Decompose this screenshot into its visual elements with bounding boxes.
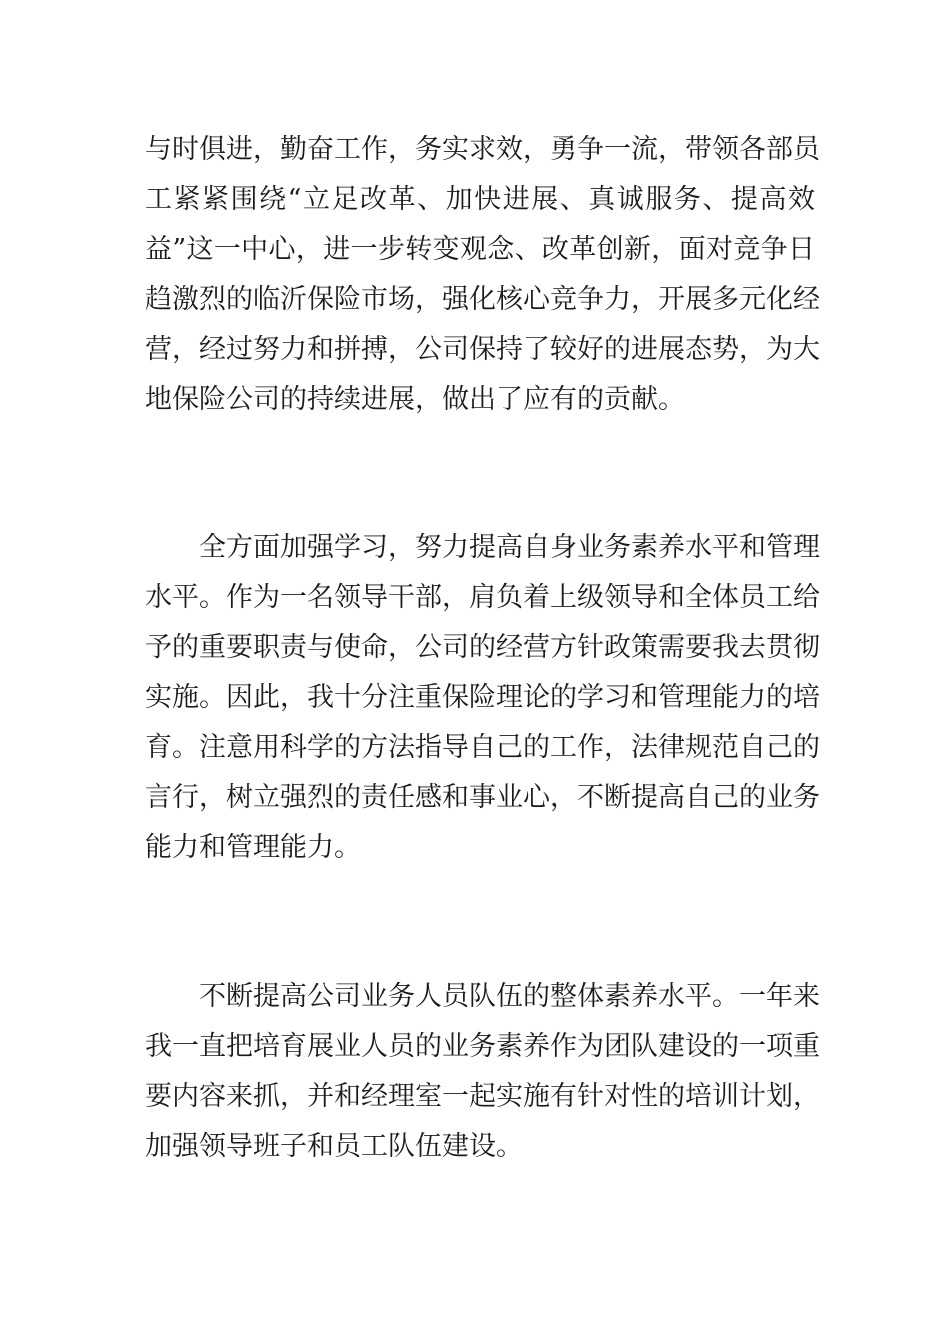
paragraph-line: 与时俱进，勤奋工作，务实求效，勇争一流，带领各部员 xyxy=(145,134,820,165)
paragraph-line: 加强领导班子和员工队伍建设。 xyxy=(145,1131,523,1162)
paragraph-line: 要内容来抓，并和经理室一起实施有针对性的培训计划， xyxy=(145,1081,820,1112)
paragraph-line: 育。注意用科学的方法指导自己的工作，法律规范自己的 xyxy=(145,732,820,763)
paragraph-line: 不断提高公司业务人员队伍的整体素养水平。一年来 xyxy=(199,981,820,1012)
paragraph-line: 益”这一中心，进一步转变观念、改革创新，面对竞争日 xyxy=(145,234,815,265)
paragraph-line: 我一直把培育展业人员的业务素养作为团队建设的一项重 xyxy=(145,1031,820,1062)
paragraph-line: 营，经过努力和拼搏，公司保持了较好的进展态势，为大 xyxy=(145,334,820,365)
paragraph-line: 水平。作为一名领导干部，肩负着上级领导和全体员工给 xyxy=(145,582,820,613)
paragraph-line: 予的重要职责与使命，公司的经营方针政策需要我去贯彻 xyxy=(145,632,820,663)
paragraph-line: 实施。因此，我十分注重保险理论的学习和管理能力的培 xyxy=(145,682,820,713)
paragraph-line: 能力和管理能力。 xyxy=(145,832,361,863)
paragraph-line: 趋激烈的临沂保险市场，强化核心竞争力，开展多元化经 xyxy=(145,284,820,315)
paragraph-line: 言行，树立强烈的责任感和事业心，不断提高自己的业务 xyxy=(145,782,820,813)
paragraph-line: 地保险公司的持续进展，做出了应有的贡献。 xyxy=(145,384,685,415)
paragraph-line: 全方面加强学习，努力提高自身业务素养水平和管理 xyxy=(199,532,820,563)
paragraph-line: 工紧紧围绕“立足改革、加快进展、真诚服务、提高效 xyxy=(145,184,815,215)
